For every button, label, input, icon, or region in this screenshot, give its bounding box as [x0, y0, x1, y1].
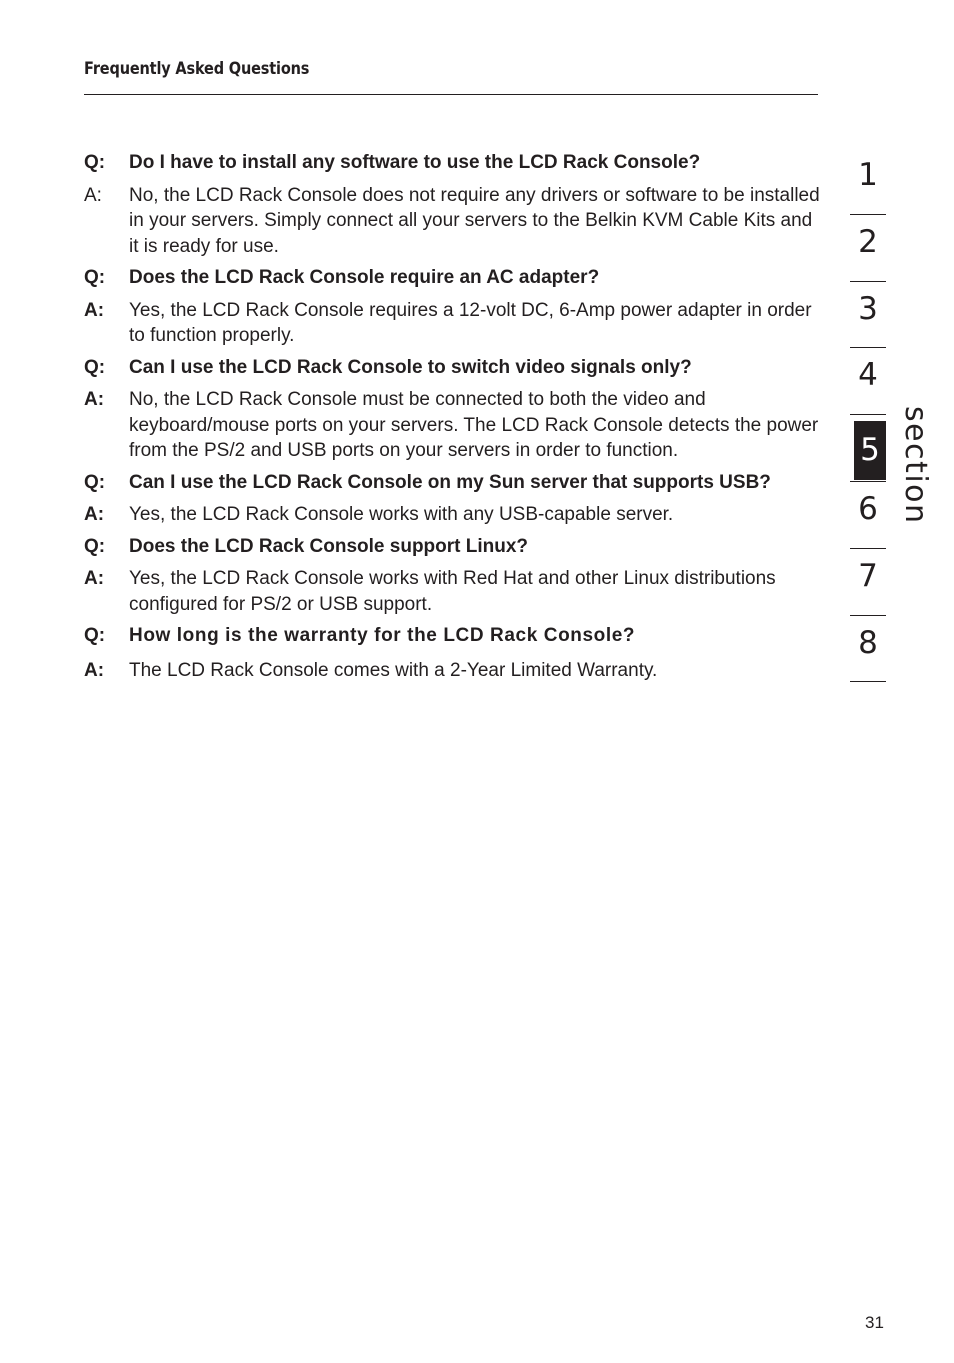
faq-answer [84, 502, 820, 528]
answer-label: A: [84, 389, 105, 410]
faq-question [84, 355, 820, 381]
section-number: 1 [858, 157, 878, 193]
section-label: section [898, 406, 933, 525]
answer-text: No, the LCD Rack Console does not require any drivers or software to be installed in your servers. Simply connect all your servers to the Belkin KVM Cable Kits and it is ready for use. [129, 184, 820, 257]
question-label: Q: [84, 535, 106, 557]
section-number: 3 [858, 290, 878, 327]
running-header-title: Frequently Asked Questions [84, 59, 310, 78]
question-label: Q: [84, 356, 106, 378]
question-label: Q: [84, 152, 106, 173]
question-text: Do I have to install any software to use the LCD Rack Console? [129, 152, 701, 173]
section-tab-1 [850, 148, 886, 215]
answer-label: A: [84, 504, 105, 525]
section-tab-2 [850, 215, 886, 282]
section-number: 4 [858, 357, 878, 394]
answer-text: Yes, the LCD Rack Console works with any USB-capable server. [129, 504, 674, 525]
section-number: 6 [858, 490, 878, 527]
section-tab-4 [850, 348, 886, 415]
faq-answer [84, 183, 820, 260]
faq-question [84, 534, 820, 560]
faq-answer [84, 298, 820, 349]
faq-question [84, 623, 820, 649]
question-label: Q: [84, 471, 106, 493]
section-nav [850, 148, 886, 682]
section-tab-3 [850, 282, 886, 349]
answer-label: A: [84, 659, 105, 681]
faq-list [84, 150, 820, 683]
question-text: Does the LCD Rack Console support Linux? [129, 535, 529, 557]
faq-answer [84, 658, 820, 684]
section-number: 5 [854, 421, 886, 480]
question-text: Can I use the LCD Rack Console to switch video signals only? [129, 356, 692, 378]
answer-text: Yes, the LCD Rack Console requires a 12-volt DC, 6-Amp power adapter in order to function properly. [129, 299, 812, 346]
question-label: Q: [84, 267, 106, 288]
answer-label: A: [84, 184, 102, 206]
answer-label: A: [84, 568, 105, 589]
answer-label: A: [84, 299, 105, 321]
section-number: 7 [858, 557, 878, 594]
faq-question [84, 265, 820, 291]
page-number: 31 [865, 1313, 884, 1332]
header-divider [84, 94, 818, 95]
section-tab-5-active [850, 415, 886, 482]
section-number: 2 [858, 223, 878, 260]
faq-answer [84, 566, 820, 617]
section-number: 8 [858, 624, 878, 661]
answer-text: The LCD Rack Console comes with a 2-Year Limited Warranty. [129, 659, 658, 681]
section-tab-8 [850, 616, 886, 683]
question-text: Can I use the LCD Rack Console on my Sun server that supports USB? [129, 471, 771, 493]
question-text: How long is the warranty for the LCD Rack Console? [129, 625, 636, 646]
question-label: Q: [84, 625, 106, 646]
answer-text: No, the LCD Rack Console must be connected to both the video and keyboard/mouse ports on your servers. The LCD Rack Console detects the power from the PS/2 and USB ports on your servers in order to function. [129, 389, 819, 461]
faq-question [84, 150, 820, 176]
faq-question [84, 470, 820, 496]
section-tab-7 [850, 549, 886, 616]
question-text: Does the LCD Rack Console require an AC adapter? [129, 267, 600, 288]
faq-answer [84, 387, 820, 464]
answer-text: Yes, the LCD Rack Console works with Red Hat and other Linux distributions configured for PS/2 or USB support. [129, 568, 776, 615]
section-tab-6 [850, 482, 886, 549]
